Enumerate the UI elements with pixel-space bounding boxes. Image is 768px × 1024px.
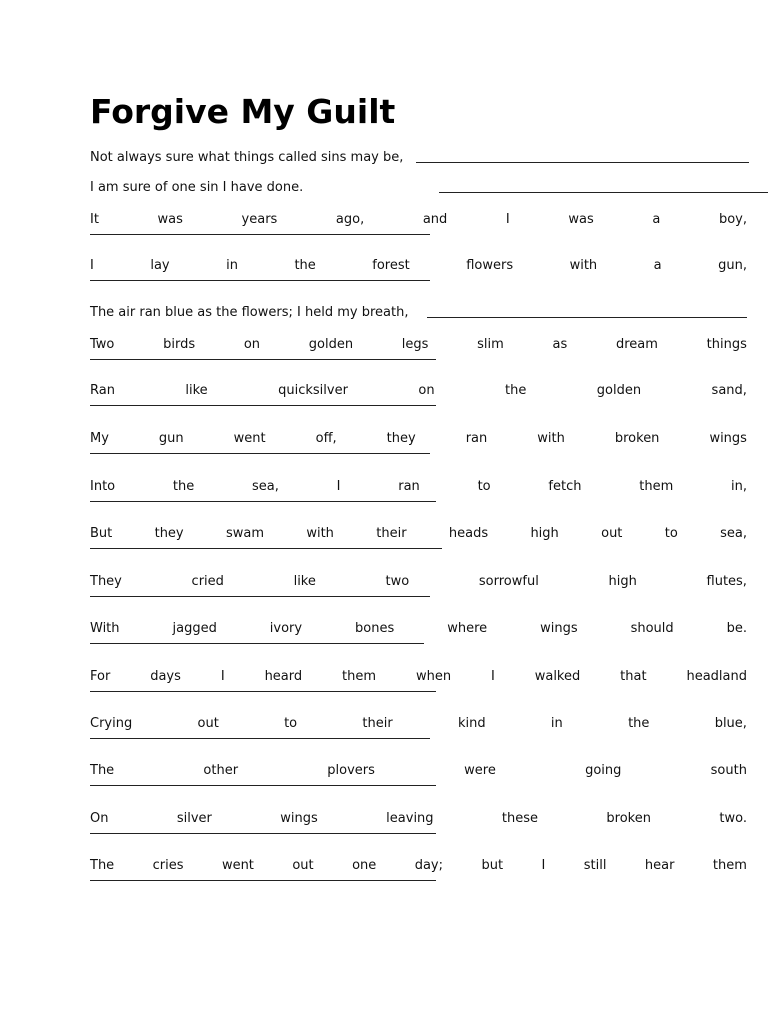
poem-word: kind bbox=[458, 716, 486, 731]
poem-line bbox=[90, 431, 747, 447]
poem-word: heads bbox=[448, 526, 489, 541]
poem-word: wings bbox=[280, 811, 318, 826]
poem-word: the bbox=[505, 383, 527, 398]
answer-blank-line bbox=[90, 501, 436, 502]
poem-word: But bbox=[90, 526, 113, 541]
poem-word: to bbox=[284, 716, 298, 731]
poem-word: sorrowful bbox=[478, 574, 539, 589]
poem-word: where bbox=[447, 621, 488, 636]
poem-word: like bbox=[293, 574, 316, 589]
answer-blank-line bbox=[90, 405, 436, 406]
poem-line bbox=[90, 337, 747, 353]
poem-line-text bbox=[90, 258, 747, 274]
poem-word: with bbox=[537, 431, 565, 446]
poem-line-text bbox=[90, 526, 747, 542]
poem-word: in bbox=[226, 258, 238, 273]
answer-blank-line bbox=[90, 833, 436, 834]
poem-word: be. bbox=[726, 621, 747, 636]
poem-line bbox=[90, 621, 747, 637]
poem-word: dream bbox=[616, 337, 658, 352]
poem-word: hear bbox=[644, 858, 675, 873]
poem-word: them bbox=[342, 669, 377, 684]
poem-word: ivory bbox=[269, 621, 303, 636]
poem-line bbox=[90, 150, 747, 166]
answer-blank-line bbox=[90, 548, 442, 549]
poem-word: quicksilver bbox=[278, 383, 348, 398]
poem-line-text bbox=[90, 858, 747, 874]
poem-word: sand, bbox=[711, 383, 747, 398]
poem-word: the bbox=[628, 716, 650, 731]
poem-line-text: Not always sure what things called sins may be, bbox=[90, 150, 404, 165]
poem-word: high bbox=[608, 574, 637, 589]
poem-line bbox=[90, 811, 747, 827]
answer-blank-line bbox=[416, 162, 749, 163]
poem-word: in bbox=[550, 716, 563, 731]
poem-line-text bbox=[90, 383, 747, 399]
poem-word: out bbox=[292, 858, 314, 873]
poem-line bbox=[90, 479, 747, 495]
poem-line-text bbox=[90, 479, 747, 495]
poem-line bbox=[90, 305, 747, 321]
poem-word: swam bbox=[225, 526, 264, 541]
poem-word: Into bbox=[90, 479, 116, 494]
poem-word: off, bbox=[315, 431, 337, 446]
poem-line bbox=[90, 574, 747, 590]
poem-line bbox=[90, 212, 747, 228]
answer-blank-line bbox=[90, 691, 436, 692]
poem-word: cried bbox=[191, 574, 224, 589]
poem-word: to bbox=[477, 479, 491, 494]
poem-word: gun, bbox=[718, 258, 747, 273]
poem-word: My bbox=[90, 431, 109, 446]
poem-word: things bbox=[706, 337, 747, 352]
answer-blank-line bbox=[90, 359, 436, 360]
poem-word: leaving bbox=[386, 811, 434, 826]
poem-line bbox=[90, 258, 747, 274]
poem-word: blue, bbox=[714, 716, 747, 731]
answer-blank-line bbox=[90, 596, 430, 597]
poem-line bbox=[90, 716, 747, 732]
poem-word: legs bbox=[401, 337, 429, 352]
poem-word: It bbox=[90, 212, 99, 227]
poem-word: on bbox=[243, 337, 261, 352]
poem-word: I bbox=[90, 258, 94, 273]
poem-word: gun bbox=[158, 431, 184, 446]
page-title: Forgive My Guilt bbox=[90, 92, 396, 131]
poem-word: lay bbox=[150, 258, 170, 273]
poem-word: these bbox=[501, 811, 539, 826]
poem-word: The bbox=[90, 763, 115, 778]
poem-line bbox=[90, 526, 747, 542]
poem-word: On bbox=[90, 811, 109, 826]
poem-word: went bbox=[233, 431, 266, 446]
poem-word: ran bbox=[398, 479, 420, 494]
poem-word: but bbox=[481, 858, 504, 873]
poem-line-text bbox=[90, 763, 747, 779]
poem-word: I bbox=[336, 479, 341, 494]
poem-word: I bbox=[505, 212, 510, 227]
poem-word: they bbox=[154, 526, 184, 541]
poem-word: Two bbox=[90, 337, 115, 352]
poem-word: days bbox=[150, 669, 181, 684]
poem-word: still bbox=[583, 858, 607, 873]
poem-line-text bbox=[90, 337, 747, 353]
poem-line-text bbox=[90, 212, 747, 228]
poem-word: going bbox=[585, 763, 622, 778]
poem-word: I bbox=[541, 858, 546, 873]
poem-word: Crying bbox=[90, 716, 133, 731]
poem-word: I bbox=[490, 669, 495, 684]
poem-word: For bbox=[90, 669, 111, 684]
poem-word: I bbox=[220, 669, 225, 684]
poem-word: fetch bbox=[548, 479, 582, 494]
poem-word: as bbox=[552, 337, 568, 352]
poem-line-text bbox=[90, 811, 747, 827]
poem-line bbox=[90, 763, 747, 779]
poem-word: a bbox=[652, 212, 661, 227]
poem-line-text bbox=[90, 669, 747, 685]
poem-word: cries bbox=[152, 858, 184, 873]
poem-word: sea, bbox=[252, 479, 279, 494]
poem-word: one bbox=[352, 858, 377, 873]
poem-word: flowers bbox=[466, 258, 514, 273]
poem-word: golden bbox=[596, 383, 642, 398]
poem-word: was bbox=[157, 212, 183, 227]
poem-word: two bbox=[385, 574, 410, 589]
poem-word: walked bbox=[534, 669, 581, 684]
poem-word: With bbox=[90, 621, 120, 636]
poem-word: jagged bbox=[172, 621, 217, 636]
answer-blank-line bbox=[90, 785, 436, 786]
poem-word: They bbox=[90, 574, 122, 589]
poem-word: the bbox=[294, 258, 316, 273]
poem-word: with bbox=[569, 258, 598, 273]
poem-word: silver bbox=[176, 811, 212, 826]
poem-word: with bbox=[306, 526, 334, 541]
poem-word: were bbox=[464, 763, 496, 778]
answer-blank-line bbox=[90, 880, 436, 881]
poem-word: the bbox=[172, 479, 195, 494]
answer-blank-line bbox=[90, 280, 430, 281]
poem-line-text: The air ran blue as the flowers; I held my breath, bbox=[90, 305, 409, 320]
poem-word: ago, bbox=[335, 212, 365, 227]
answer-blank-line bbox=[90, 643, 424, 644]
poem-word: Ran bbox=[90, 383, 115, 398]
poem-word: broken bbox=[606, 811, 651, 826]
poem-word: to bbox=[664, 526, 678, 541]
poem-word: forest bbox=[372, 258, 410, 273]
poem-word: birds bbox=[163, 337, 196, 352]
poem-word: their bbox=[362, 716, 393, 731]
poem-word: when bbox=[415, 669, 452, 684]
poem-line bbox=[90, 669, 747, 685]
poem-word: bones bbox=[355, 621, 395, 636]
poem-word: was bbox=[568, 212, 594, 227]
poem-word: that bbox=[620, 669, 647, 684]
poem-word: ran bbox=[465, 431, 488, 446]
poem-word: out bbox=[601, 526, 623, 541]
poem-word: day; bbox=[414, 858, 444, 873]
poem-word: they bbox=[386, 431, 416, 446]
poem-word: in, bbox=[731, 479, 747, 494]
poem-line bbox=[90, 383, 747, 399]
poem-word: should bbox=[630, 621, 674, 636]
poem-word: went bbox=[221, 858, 254, 873]
poem-word: boy, bbox=[718, 212, 747, 227]
poem-word: south bbox=[710, 763, 747, 778]
answer-blank-line bbox=[427, 317, 747, 318]
poem-line bbox=[90, 858, 747, 874]
poem-word: slim bbox=[477, 337, 504, 352]
answer-blank-line bbox=[90, 453, 430, 454]
poem-word: a bbox=[653, 258, 662, 273]
poem-line-text: I am sure of one sin I have done. bbox=[90, 180, 304, 195]
poem-word: plovers bbox=[327, 763, 375, 778]
poem-word: wings bbox=[709, 431, 747, 446]
answer-blank-line bbox=[90, 234, 430, 235]
poem-word: broken bbox=[614, 431, 660, 446]
poem-word: high bbox=[530, 526, 559, 541]
poem-word: years bbox=[241, 212, 278, 227]
poem-line bbox=[90, 180, 747, 196]
poem-word: The bbox=[90, 858, 115, 873]
poem-word: on bbox=[418, 383, 435, 398]
poem-word: heard bbox=[264, 669, 303, 684]
poem-line-text bbox=[90, 574, 747, 590]
poem-word: flutes, bbox=[706, 574, 747, 589]
poem-word: them bbox=[712, 858, 747, 873]
answer-blank-line bbox=[439, 192, 768, 193]
poem-word: sea, bbox=[720, 526, 747, 541]
poem-word: golden bbox=[308, 337, 354, 352]
poem-word: wings bbox=[540, 621, 578, 636]
poem-word: other bbox=[203, 763, 239, 778]
poem-line-text bbox=[90, 621, 747, 637]
poem-line-text bbox=[90, 431, 747, 447]
poem-word: headland bbox=[686, 669, 747, 684]
poem-word: their bbox=[376, 526, 407, 541]
poem-line-text bbox=[90, 716, 747, 732]
poem-word: them bbox=[639, 479, 674, 494]
poem-word: two. bbox=[719, 811, 747, 826]
poem-word: out bbox=[197, 716, 219, 731]
answer-blank-line bbox=[90, 738, 430, 739]
poem-word: like bbox=[185, 383, 208, 398]
poem-word: and bbox=[422, 212, 448, 227]
